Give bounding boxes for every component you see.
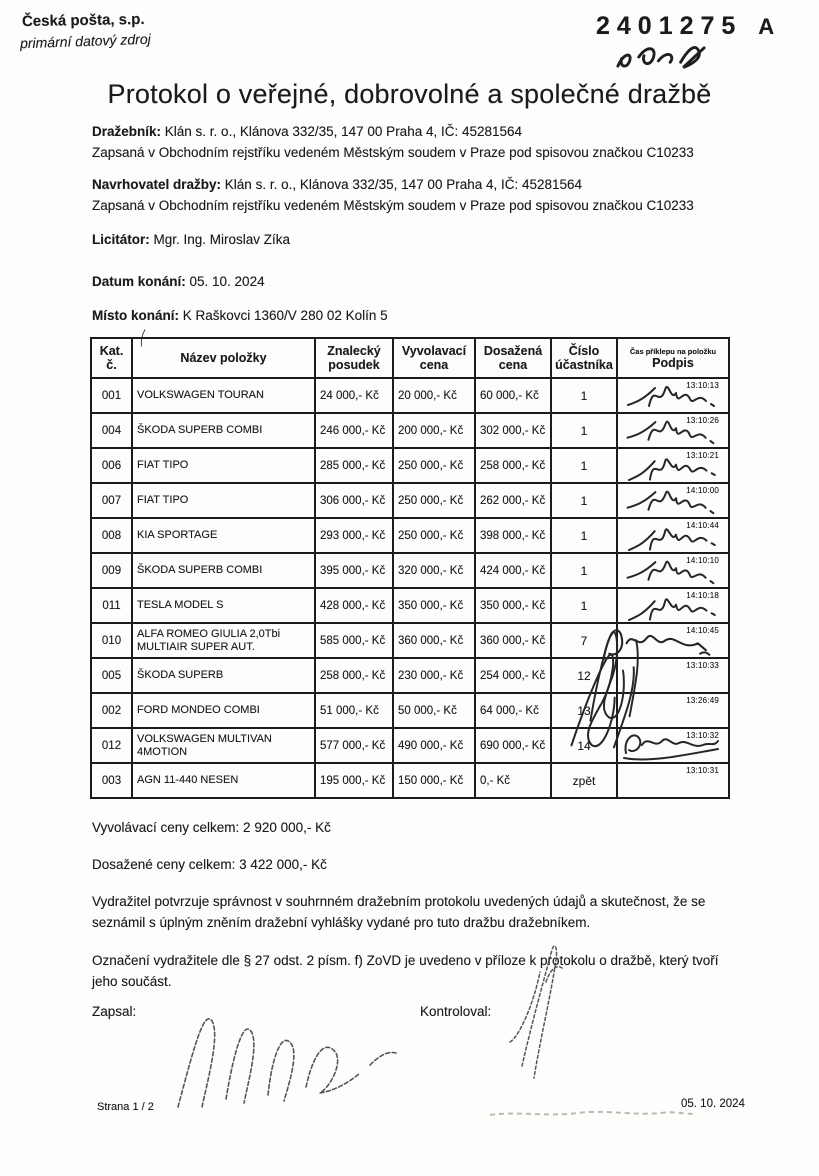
cell-item-name: FORD MONDEO COMBI bbox=[132, 693, 315, 728]
header-signature bbox=[617, 338, 729, 378]
field-navrhovatel-label: Navrhovatel dražby: bbox=[92, 177, 222, 192]
cell-item-name: ALFA ROMEO GIULIA 2,0Tbi MULTIAIR SUPER AUT. bbox=[132, 623, 315, 658]
pen-slash bbox=[136, 323, 148, 353]
table-row bbox=[91, 553, 729, 588]
kontroloval-signature-scribble bbox=[488, 938, 578, 1098]
field-licitator-label: Licitátor: bbox=[92, 232, 150, 247]
stamp-suffix: A bbox=[758, 14, 775, 39]
table-row bbox=[91, 483, 729, 518]
table-row bbox=[91, 588, 729, 623]
signature-scribble bbox=[625, 548, 719, 593]
cell-signature bbox=[617, 728, 729, 763]
table-row bbox=[91, 763, 729, 798]
hammer-time: 13:10:32 bbox=[686, 731, 719, 740]
handwritten-scribble bbox=[606, 40, 716, 74]
cell-appraisal: 195 000,- Kč bbox=[315, 763, 393, 798]
cell-appraisal: 24 000,- Kč bbox=[315, 378, 393, 413]
cell-achieved-price: 262 000,- Kč bbox=[475, 483, 551, 518]
table-row bbox=[91, 623, 729, 658]
table-row bbox=[91, 448, 729, 483]
paragraph-designation: Označení vydražitele dle § 27 odst. 2 písm. f) ZoVD je uvedeno v příloze k protokolu o dražbě, který tvoří jeho součást. bbox=[92, 953, 719, 989]
hammer-time: 13:10:26 bbox=[686, 416, 719, 425]
field-drazebnik-value: Klán s. r. o., Klánova 332/35, 147 00 Praha 4, IČ: 45281564 bbox=[161, 124, 523, 139]
hammer-time: 14:10:45 bbox=[686, 626, 719, 635]
field-datum-label: Datum konání: bbox=[92, 274, 186, 289]
hammer-time: 13:26:49 bbox=[686, 696, 719, 705]
cell-starting-price: 350 000,- Kč bbox=[393, 588, 475, 623]
cell-starting-price: 250 000,- Kč bbox=[393, 518, 475, 553]
cell-appraisal: 293 000,- Kč bbox=[315, 518, 393, 553]
field-navrhovatel-value: Klán s. r. o., Klánova 332/35, 147 00 Praha 4, IČ: 45281564 bbox=[221, 177, 583, 192]
cell-kat: 009 bbox=[91, 553, 132, 588]
cell-appraisal: 577 000,- Kč bbox=[315, 728, 393, 763]
cell-item-name: KIA SPORTAGE bbox=[132, 518, 315, 553]
cell-achieved-price: 60 000,- Kč bbox=[475, 378, 551, 413]
cell-item-name: VOLKSWAGEN TOURAN bbox=[132, 378, 315, 413]
cell-starting-price: 20 000,- Kč bbox=[393, 378, 475, 413]
cell-kat: 007 bbox=[91, 483, 132, 518]
zapsal-signature-scribble bbox=[160, 995, 410, 1120]
letterhead-subtitle: primární datový zdroj bbox=[19, 30, 151, 52]
header-hammer-time: Čas příklepu na položku bbox=[629, 346, 717, 356]
cell-kat: 002 bbox=[91, 693, 132, 728]
table-header-row bbox=[91, 338, 729, 378]
field-licitator-value: Mgr. Ing. Miroslav Zíka bbox=[149, 232, 291, 247]
table-row bbox=[91, 518, 729, 553]
cell-achieved-price: 302 000,- Kč bbox=[475, 413, 551, 448]
hammer-time: 14:10:18 bbox=[686, 591, 719, 600]
cell-achieved-price: 690 000,- Kč bbox=[475, 728, 551, 763]
cell-item-name: AGN 11-440 NESEN bbox=[132, 763, 315, 798]
auction-items-table bbox=[90, 337, 730, 799]
cell-kat: 008 bbox=[91, 518, 132, 553]
cell-appraisal: 585 000,- Kč bbox=[315, 623, 393, 658]
cell-signature bbox=[617, 413, 729, 448]
cell-bidder-number: 1 bbox=[551, 483, 617, 518]
table-row bbox=[91, 378, 729, 413]
footer-date: 05. 10. 2024 bbox=[681, 1098, 745, 1110]
cell-bidder-number: 12 bbox=[551, 658, 617, 693]
cell-kat: 001 bbox=[91, 378, 132, 413]
header-appraisal: Znalecký posudek bbox=[315, 338, 393, 378]
letterhead-company: Česká pošta, s.p. bbox=[21, 10, 145, 31]
cell-appraisal: 395 000,- Kč bbox=[315, 553, 393, 588]
cell-kat: 005 bbox=[91, 658, 132, 693]
cell-signature bbox=[617, 588, 729, 623]
field-datum-value: 05. 10. 2024 bbox=[185, 274, 265, 289]
header-bidder-number: Číslo účastníka bbox=[551, 338, 617, 378]
cell-achieved-price: 258 000,- Kč bbox=[475, 448, 551, 483]
cell-kat: 011 bbox=[91, 588, 132, 623]
cell-starting-price: 250 000,- Kč bbox=[393, 483, 475, 518]
document-title: Protokol o veřejné, dobrovolné a společné dražbě bbox=[107, 79, 712, 109]
hammer-time: 14:10:44 bbox=[686, 521, 719, 530]
cell-item-name: VOLKSWAGEN MULTIVAN 4MOTION bbox=[132, 728, 315, 763]
hammer-time: 13:10:13 bbox=[686, 381, 719, 390]
field-misto-value: K Raškovci 1360/V 280 02 Kolín 5 bbox=[179, 308, 388, 323]
signature-scribble bbox=[625, 408, 719, 453]
header-podpis: Podpis bbox=[652, 355, 694, 370]
cell-appraisal: 428 000,- Kč bbox=[315, 588, 393, 623]
cell-signature bbox=[617, 483, 729, 518]
cell-achieved-price: 360 000,- Kč bbox=[475, 623, 551, 658]
cell-bidder-number: 1 bbox=[551, 553, 617, 588]
cell-kat: 003 bbox=[91, 763, 132, 798]
cell-bidder-number: 14 bbox=[551, 728, 617, 763]
cell-bidder-number: 7 bbox=[551, 623, 617, 658]
cell-bidder-number: 13 bbox=[551, 693, 617, 728]
cell-achieved-price: 64 000,- Kč bbox=[475, 693, 551, 728]
header-kat: Kat. č. bbox=[91, 338, 132, 378]
field-navrhovatel-note: Zapsaná v Obchodním rejstříku vedeném Městským soudem v Praze pod spisovou značkou C10233 bbox=[92, 198, 694, 213]
header-item-name: Název položky bbox=[132, 338, 315, 378]
cell-appraisal: 51 000,- Kč bbox=[315, 693, 393, 728]
cell-signature bbox=[617, 693, 729, 728]
stamp-number bbox=[596, 12, 774, 41]
cell-starting-price: 50 000,- Kč bbox=[393, 693, 475, 728]
field-licitator bbox=[92, 232, 290, 247]
cell-starting-price: 150 000,- Kč bbox=[393, 763, 475, 798]
cell-signature bbox=[617, 518, 729, 553]
cell-achieved-price: 350 000,- Kč bbox=[475, 588, 551, 623]
header-achieved-price: Dosažená cena bbox=[475, 338, 551, 378]
cell-bidder-number: 1 bbox=[551, 448, 617, 483]
cell-item-name: ŠKODA SUPERB COMBI bbox=[132, 553, 315, 588]
table-row bbox=[91, 413, 729, 448]
cell-achieved-price: 424 000,- Kč bbox=[475, 553, 551, 588]
cell-starting-price: 320 000,- Kč bbox=[393, 553, 475, 588]
cell-starting-price: 360 000,- Kč bbox=[393, 623, 475, 658]
cell-item-name: FIAT TIPO bbox=[132, 483, 315, 518]
paragraph-confirmation: Vydražitel potvrzuje správnost v souhrnném dražebním protokolu uvedených údajů a skutečnost, že se seznámil s úplným zněním dražební vyhlášky vydané pro tuto dražbu dražebníkem. bbox=[92, 894, 706, 930]
cell-signature bbox=[617, 378, 729, 413]
cell-achieved-price: 0,- Kč bbox=[475, 763, 551, 798]
cell-starting-price: 250 000,- Kč bbox=[393, 448, 475, 483]
cell-kat: 012 bbox=[91, 728, 132, 763]
cell-achieved-price: 254 000,- Kč bbox=[475, 658, 551, 693]
cell-item-name: FIAT TIPO bbox=[132, 448, 315, 483]
cell-kat: 010 bbox=[91, 623, 132, 658]
cell-bidder-number: 1 bbox=[551, 413, 617, 448]
field-datum-konani bbox=[92, 274, 265, 289]
stamp-digits: 2401275 bbox=[596, 12, 743, 40]
cell-appraisal: 258 000,- Kč bbox=[315, 658, 393, 693]
field-misto-label: Místo konání: bbox=[92, 308, 179, 323]
hammer-time: 14:10:10 bbox=[686, 556, 719, 565]
cell-signature bbox=[617, 623, 729, 658]
cell-appraisal: 246 000,- Kč bbox=[315, 413, 393, 448]
cell-item-name: ŠKODA SUPERB COMBI bbox=[132, 413, 315, 448]
table-row bbox=[91, 658, 729, 693]
cell-starting-price: 490 000,- Kč bbox=[393, 728, 475, 763]
cell-starting-price: 230 000,- Kč bbox=[393, 658, 475, 693]
signoff-zapsal-label: Zapsal: bbox=[92, 1004, 137, 1019]
cell-starting-price: 200 000,- Kč bbox=[393, 413, 475, 448]
cell-achieved-price: 398 000,- Kč bbox=[475, 518, 551, 553]
hammer-time: 13:10:21 bbox=[686, 451, 719, 460]
cell-appraisal: 306 000,- Kč bbox=[315, 483, 393, 518]
cell-appraisal: 285 000,- Kč bbox=[315, 448, 393, 483]
cell-signature bbox=[617, 448, 729, 483]
table-row bbox=[91, 728, 729, 763]
hammer-time: 13:10:31 bbox=[686, 766, 719, 775]
footer-page-number: Strana 1 / 2 bbox=[97, 1101, 154, 1113]
table-row bbox=[91, 693, 729, 728]
signature-scribble bbox=[625, 478, 719, 523]
cell-kat: 006 bbox=[91, 448, 132, 483]
cell-bidder-number: 1 bbox=[551, 588, 617, 623]
hammer-time: 13:10:33 bbox=[686, 661, 719, 670]
header-starting-price: Vyvolavací cena bbox=[393, 338, 475, 378]
cell-bidder-number: 1 bbox=[551, 378, 617, 413]
total-achieved-prices: Dosažené ceny celkem: 3 422 000,- Kč bbox=[92, 857, 327, 872]
cell-bidder-number: zpět bbox=[551, 763, 617, 798]
field-misto-konani bbox=[92, 308, 388, 323]
signoff-kontroloval-label: Kontroloval: bbox=[420, 1004, 492, 1019]
cell-item-name: TESLA MODEL S bbox=[132, 588, 315, 623]
cell-signature bbox=[617, 763, 729, 798]
cell-signature bbox=[617, 658, 729, 693]
total-starting-prices: Vyvolávací ceny celkem: 2 920 000,- Kč bbox=[92, 820, 331, 835]
cell-item-name: ŠKODA SUPERB bbox=[132, 658, 315, 693]
field-navrhovatel bbox=[92, 177, 582, 192]
cell-kat: 004 bbox=[91, 413, 132, 448]
scan-artifact bbox=[488, 1105, 698, 1123]
cell-bidder-number: 1 bbox=[551, 518, 617, 553]
field-drazebnik bbox=[92, 124, 522, 139]
field-drazebnik-label: Dražebník: bbox=[92, 124, 162, 139]
hammer-time: 14:10:00 bbox=[686, 486, 719, 495]
cell-signature bbox=[617, 553, 729, 588]
field-drazebnik-note: Zapsaná v Obchodním rejstříku vedeném Městským soudem v Praze pod spisovou značkou C10233 bbox=[92, 145, 694, 160]
